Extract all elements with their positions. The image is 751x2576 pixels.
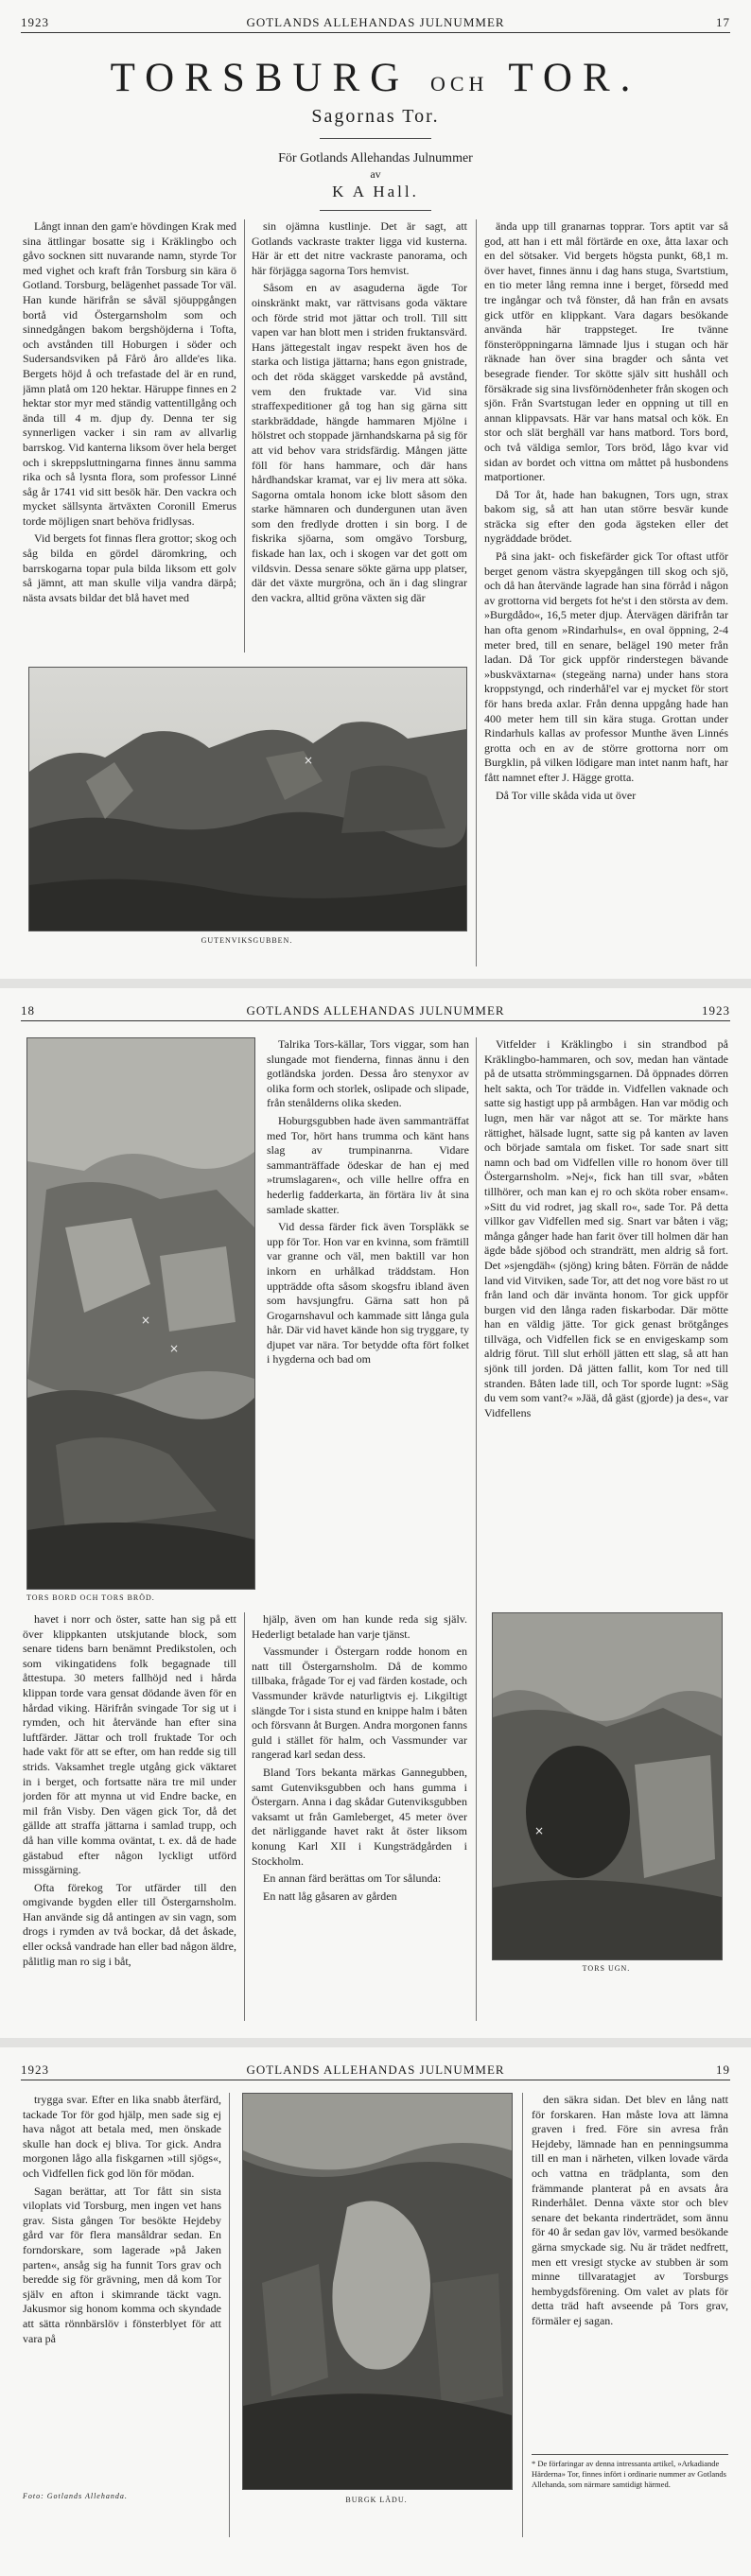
photo-credit: Foto: Gotlands Allehanda.	[23, 2492, 128, 2500]
paragraph: Vitfelder i Kräklingbo i sin strandbod på Kräklingbo-hammaren, och sov, medan han väntade på de utsatta strömmingsgarnen. Då öppnades dörren helt sakta, och Tor trädde in. Vidfellen vaknade och satte sig hastigt upp på armbågen. Han var mödig och lugn, men här var något att se. Tor märkte hans rättighet, hälsade lugnt, satte sig på kanten av laven och började samtala om fisket. Tor sade snart sitt namn och bad om Vidfellen ville ro honom över till Östergarnsholm. »Nej«, fick han till svar, »båten tillhörer, och man kan ej ro och sköta rober ensam«. »Sitt du vid rodret, jag skall ro«, sade Tor. På detta villkor gav Vidfellen med sig. Snart var båten i väg; många gånger hade han farit över till holmen där han ägde både sjöbod och strandrätt, men aldrig så fort. Det »sjengdäh« (sjöng) kring båten. Förrän de nådde land vid Vitviken, sade Tor, att det nog vore bäst ro ut från land och där invänta honom. Tor gick uppför burgen vid den långa raden fiskarbodar. Där mötte han en väldig jätte. Tor gick genast brötgånges tillväga, och Vidfellen fick se en envigeskamp som aldrig förut. Till slut erhöll jätten ett slag, så att han sjönk till jorden. Då jätten fallit, kom Tor ned till stranden. Båten lade till, och Tor sporde lugnt: »Säg du vem som vant?« »Jää, då gäst (gjorde) ja des«, var Vidfellens	[484, 1037, 728, 1419]
photo-caption-left: TORS BORD OCH TORS BRÖD.	[26, 1593, 155, 1602]
column-divider	[522, 2093, 523, 2537]
paragraph: Bland Tors bekanta märkas Gannegubben, samt Gutenviksgubben och hans gumma i Östergarn. Anna i dag skådar Gutenviksgubben vaksamt ut från Gamleberget, 45 meter över det närliggande havet rakt åt öster liksom konung Karl XII i Kungsträdgården i Stockholm.	[252, 1765, 467, 1868]
paragraph: ända upp till granarnas topprar. Tors aptit var så god, att han i ett mål förtärde en oxe, åtta laxar och en del sötsaker. Vid bergets högsta punkt, 68,1 m. över havet, finnes ännu i dag hans stuga, Svartstium, en tio meter lång remna inne i berget, försedd med tre ingångar och två fönster, då han från en avsats gick utför en klippkant. Vara dagars besökande använda här trappsteget. Ire tvänne fönsteröppningarna lämnade ljus i stugan och här räknade han över sina bragder och sånta vet besegrade fiender. Tor skötte själv sitt hushåll och försäkrade sig sina livsförnödenheter från skogen och sjön. Från Svartstugan leder en oppning ut till en annan klippavsats. Här var hans matsal och kök. En stor och slät berghäll var hans matbord. Tors bord, och två väldiga semlor, Tors bröd, lågo kvar vid sidan av bordet och vittna om måttet på husbondens matportioner.	[484, 219, 728, 484]
column-divider	[476, 1037, 477, 2021]
title-rule	[320, 138, 431, 139]
column-2-top	[267, 1037, 469, 1605]
photo-burgk-ladu	[242, 2093, 513, 2490]
column-divider	[229, 2093, 230, 2537]
title-torsburg: TORSBURG	[110, 56, 410, 100]
author-name: K A Hall.	[332, 183, 419, 200]
paragraph: Sagan berättar, att Tor fått sin sista viloplats vid Torsburg, men ingen vet hans grav. Sista gången Tor besökte Hejdeby gård var för flera mansåldrar sedan. En forndorskare, som lagerade »på Jaken parten«, ansåg sig ha funnit Tors grav och beredde sig för grävning, men då kom Tor själv en afton i skimrande täckt vagn. Jakusmor sig honom komma och skyndade att sätta rönnbärslöv i fönsterblyet för att vara på	[23, 2184, 221, 2345]
svg-text:×: ×	[169, 1342, 180, 1355]
photo-tors-ugn	[492, 1612, 723, 1960]
column-1-bottom	[23, 1612, 236, 2028]
column-2	[252, 219, 467, 653]
paragraph: trygga svar. Efter en lika snabb återfärd, tackade Tor för god hjälp, men sade sig ej hava något att betala med, men önskade skulle han dock ej bliva. Tor gick. Andra morgonen lågo alla fiskgarnen »till sjögs«, och Vidfellen fick god lön för mödan.	[23, 2093, 221, 2180]
paragraph: Vassmunder i Östergarn rodde honom en natt till Östergarnsholm. Då de kommo tillbaka, frågade Tor ej vad färden kostade, och Vassmunder krävde naturligtvis ej. Likgiltigt slängde Tor i sista stund en knippe halm i båten och försvann åt Burgen. Andra morgonen fanns guld i stället för halm, och Vassmunder var rangerad karl sedan dess.	[252, 1645, 467, 1762]
column-3-top	[484, 1037, 728, 1605]
photo-gutenviksgubben	[28, 667, 467, 931]
paragraph: Vid bergets fot finnas flera grottor; skog och såg bilda en gördel däromkring, och barrskogarna topar pula bilda liksom ett golv så jämnt, att man skulle vilja vandra därpå; nästa avsats bildar det blå havet med	[23, 531, 236, 604]
photo-caption: BURGK LÄDU.	[345, 2496, 408, 2504]
svg-text:×: ×	[141, 1314, 151, 1327]
paragraph: havet i norr och öster, satte han sig på ett över klippkanten utskjutande block, som senare tidens barn benämnt Predikstolen, och som vikingatidens folk begagnade till åttestupa. 30 meters fallhöjd ned i hårda klippan torde vara gensat dödande även för en hårdad viking. Härifrån svingade Tor sig ut i rymden, och hit återvände han efter sina luftfärder. Jättar och troll fruktade Tor och hade vakt för att se efter, om han redde sig till strids. Vaksamhet tregle utgång gick väktaret in i berget, och fortsatte nära tre mil under jorden för att mynna ut vid Endre backe, en mil från Visby. Den vägen gick Tor, då det gällde att straffa jättarna i samlad trupp, och då han ville komma oväntat, t. ex. då de hade gästabud efter någon lyckligt utförd missgärning.	[23, 1612, 236, 1877]
column-3	[484, 219, 728, 968]
header-page-number: 19	[716, 2063, 730, 2077]
header-page-number: 17	[716, 15, 730, 29]
title-och: OCH	[429, 72, 489, 96]
running-header	[21, 1000, 730, 1021]
paragraph: På sina jakt- och fiskefärder gick Tor oftast utför berget genom västra skyepgången till skog och sjö, och då han återvände lagrade han sina förråd i någon av grottorna vid bergets fot he'st i den största av dem. »Burgdådo«, 16,5 meter djup. Återvägen därifrån tar han ofta genom »Rindarhuls«, en oval öppning, 2-4 meter bred, till en senare, belägel 190 meter från ladan. Då Tor gick uppför rinderstegen bävande »buskväxtarna« (stegeäng narna) under hans stora kroppstyngd, och rinderhål'el var ej mycket för stort för hans breda axlar. Från denna uppgång hade han 400 meter hem till sin kära stuga. Grottan under Rindarhuls kallas av professor Munthe även Linnés grotta och en av de större grottorna norr om Burgklin, på vilken lödigare man intet nanm haft, har fått namnet efter J. Hägge grotta.	[484, 549, 728, 784]
paragraph: den säkra sidan. Det blev en lång natt för forskaren. Han måste lova att lämna graven i fred. Före sin avresa från Hejdeby, lämnade han en penningsumma till en man i närheten, vilken lovade värda och vattna en trädplanta, som den främmande planterat på en avsats åra Rinderhålet. Denna växte stor och blev senare det bekanta rinderträdet, som ännu för 40 år sedan gav löv, varmed besökande gärna smyckade sig. Nu är trädet nedfrett, men ett vresigt stycke av stubben är som minne tillvaratagjet av Torsburgs hembygdsförening. Om valet av plats för detta träd haft avseende på Tors grav, förmäler ej sagan.	[532, 2093, 728, 2327]
running-header	[21, 11, 730, 33]
byline-av: av	[370, 167, 381, 181]
paragraph: Långt innan den gam'e hövdingen Krak med sina ättlingar bosatte sig i Kräklingbo och gåvo socknen sitt nuvarande namn, styrde Tor med vighet och kraft från Torsburg sin kära ö Gotland. Torsburg, belägenhet passade Tor väl. Han kunde härifrån se såväl sjöuppgången bortå vid Östergarnsholm som och sinnedgången bakom bergshöjderna i Tofta, och avstånden till Hoburgen i söder och Sudersandsviken på Fårö åro allde'es lika. Bergets höjd å och trefastade del är en rund, jämn platå om 120 hektar. Häruppe finnes en 2 hektar stor myr med ständig vattentillgång och ända till 4 m. djup dy. Denna ter sig synnerligen vacker i sin ram av allvarlig barrskog. Vid kanterna liksom över hela berget och i skreppsluttningarna finnes ännu samma rika och så lysnta flora, som professor Linné såg år 1741 vid sitt besök här. Den vackra och mycket sällsynta ärtväxten Coronill Emerus torde möjligen snart behöva fridlysas.	[23, 219, 236, 528]
paragraph: Ofta förekog Tor utfärder till den omgivande bygden eller till Östergarnsholm. Han använde sig då antingen av sin vagn, som drogs i rymden av två bockar, då det åskade, eller också vandrade han eller bad någon äldre, pålitlig man ro sig i båt,	[23, 1880, 236, 1968]
header-publication: GOTLANDS ALLEHANDAS JULNUMMER	[246, 2063, 505, 2077]
column-divider	[244, 219, 245, 653]
svg-text:×: ×	[304, 754, 314, 767]
page-18	[0, 988, 751, 2038]
header-year: 1923	[21, 15, 49, 29]
article-title	[0, 55, 751, 101]
running-header	[21, 2059, 730, 2080]
photo-caption-right: TORS UGN.	[582, 1964, 631, 1973]
header-year: 1923	[702, 1003, 730, 1018]
page-separator	[0, 979, 751, 988]
header-year: 1923	[21, 2063, 49, 2077]
column-1	[23, 219, 236, 653]
title-tor: TOR.	[508, 56, 641, 100]
svg-text:×: ×	[534, 1824, 545, 1837]
paragraph: Talrika Tors-källar, Tors viggar, som han slungade mot fienderna, finnas ännu i den gotländska jorden. Dessa åro stenyxor av olika form och storlek, oslipade och slipade, från stenålderns olika skeden.	[267, 1037, 469, 1110]
column-divider	[244, 1612, 245, 2021]
paragraph: Såsom en av asaguderna ägde Tor oinskränkt makt, var rättvisans goda väktare och förde strid mot jättar och troll. Till sitt vapen var han blott men i striden fruktansvärd. Hans jättegestalt ingav respekt även hos de starka och listiga jättarna; hans egon gnistrade, och det röda skägget varskedde på avstånd, vem den fruktade var. Vid sina straffexpeditioner gå tog han sig gärna sitt starkbräddade, hängde hammaren Mjölne i hölstret och stoppade järnhandskarna på sig för att vid behov vara stridsfärdig. Mången jätte föll för hans hammare, och där hans hårdhandskar kramat, var ej liv mera att söka. Sagorna omtala honom icke blott såsom den starke hämnaren och dundergunen utan även som den fredlyde drotten i sin borg. I de fiskrika sjöarna, som omgävo Torsburg, fiskade han lax, och i skogen var det gott om vildsvin. Dessa senare sökte gärna upp platser, där det växte murgröna, och än i dag slingrar den vackra, alltid gröna växten sig där	[252, 281, 467, 604]
paragraph: En annan färd berättas om Tor sålunda:	[263, 1871, 442, 1886]
paragraph: sin ojämna kustlinje. Det är sagt, att Gotlands vackraste trakter ligga vid kusterna. Här är ett det nitre vackraste panorama, och här förjägga sagorna Tors hemvist.	[252, 219, 467, 277]
paragraph: Hoburgsgubben hade även sammanträffat med Tor, hört hans trumma och känt hans slag av trumpinanrna. Vidare sammanträffade ödeskar de han ej med »trumslagaren«, och ville hellre offra en hederlig fadderkarta, än förtära liv åt sina samlade skatter.	[267, 1113, 469, 1216]
column-3	[532, 2093, 728, 2443]
footnote: * De förfaringar av denna intressanta artikel, »Arkadiande Härderna» Tor, finnes infört i ordinarie nummer av Gotlands Allehanda, som närmare samtidigt härmed.	[532, 2454, 728, 2490]
byline: För Gotlands Allehandas Julnummer	[278, 151, 473, 165]
photo-tors-bord	[26, 1037, 255, 1590]
paragraph: Då Tor åt, hade han bakugnen, Tors ugn, strax bakom sig, så att han utan större besvär kunde sträcka sig efter den goda ägsteken eller det nygräddade brödet.	[484, 487, 728, 546]
header-publication: GOTLANDS ALLEHANDAS JULNUMMER	[246, 1003, 505, 1018]
page-separator	[0, 2038, 751, 2047]
paragraph: hjälp, även om han kunde reda sig själv. Hederligt betalade han varje tjänst.	[252, 1612, 467, 1641]
paragraph: En natt låg gåsaren av gården	[263, 1888, 397, 1903]
column-1	[23, 2093, 221, 2490]
header-page-number: 18	[21, 1003, 35, 1018]
author-rule	[320, 210, 431, 211]
column-divider	[476, 219, 477, 966]
header-publication: GOTLANDS ALLEHANDAS JULNUMMER	[246, 15, 505, 29]
paragraph: Vid dessa färder fick även Torspläkk se upp för Tor. Hon var en kvinna, som främtill var granne och väl, men baktill var hon inkorn en urhålkad träddstam. Hon uppträdde ofta såsom skogsfru ibland även som havsjungfru. Gärna satt hon på Grogarnshavul och kammade sitt långa gula hår. Där vid havet kände hon sig tryggare, ty djupet var nära. Tor betydde ofta fört folket i hygderna och bad om	[267, 1220, 469, 1366]
article-subtitle: Sagornas Tor.	[311, 106, 440, 127]
paragraph: Då Tor ville skåda vida ut över	[496, 788, 637, 802]
column-2-bottom	[252, 1612, 467, 2028]
page-19	[0, 2047, 751, 2576]
page-17	[0, 0, 751, 979]
photo-caption: GUTENVIKSGUBBEN.	[201, 936, 293, 945]
